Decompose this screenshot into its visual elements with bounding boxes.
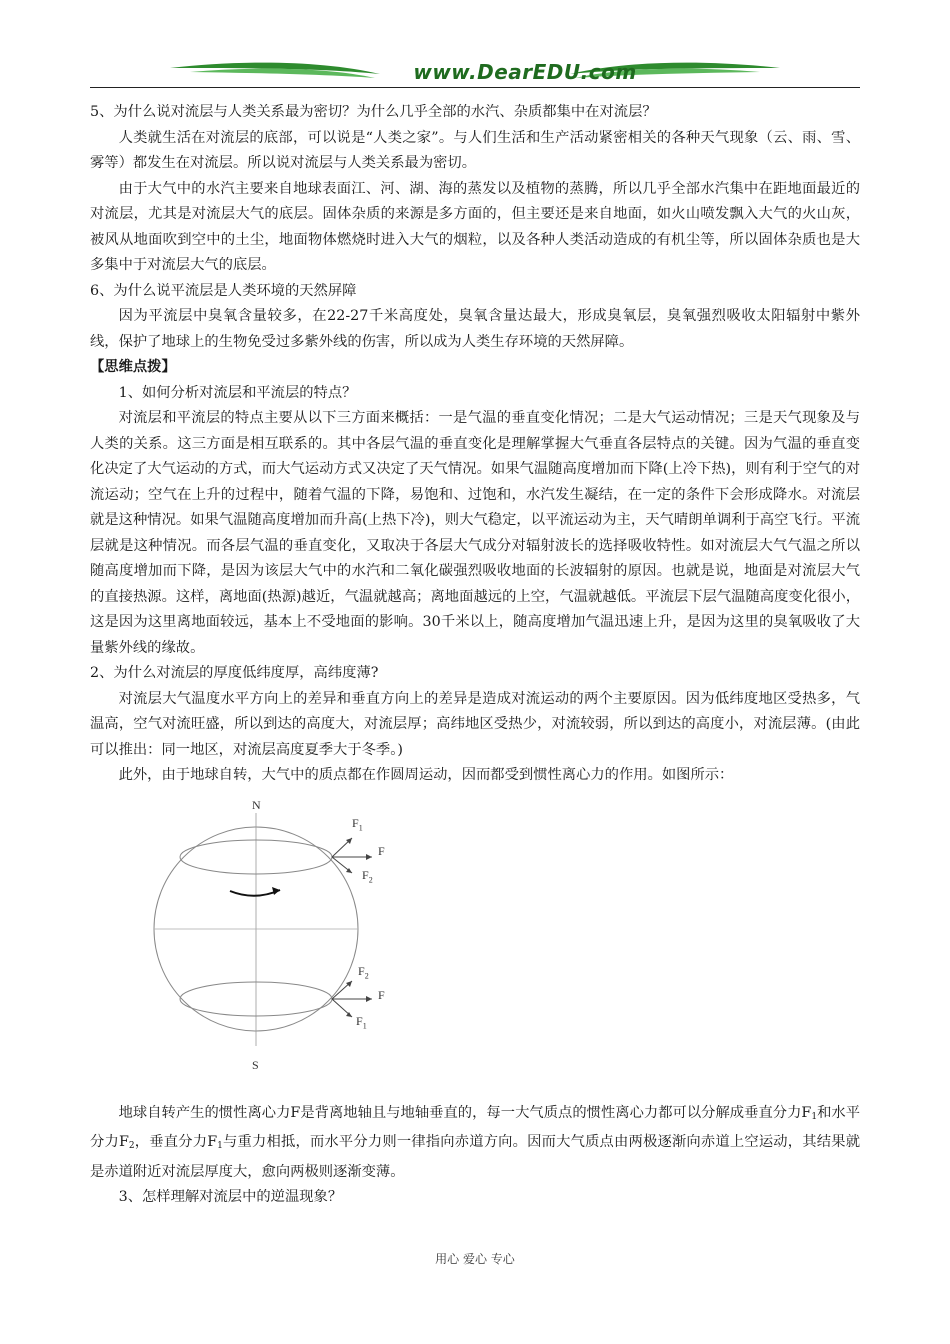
site-logo[interactable]: www.DearEDU.com xyxy=(413,60,637,84)
subquestion-2: 2、为什么对流层的厚度低纬度厚，高纬度薄? xyxy=(90,665,379,681)
subquestion-1: 1、如何分析对流层和平流层的特点？ xyxy=(118,384,357,401)
header-divider xyxy=(90,87,860,88)
page-header xyxy=(90,56,860,92)
earth-rotation-figure xyxy=(90,791,860,1091)
figure-explanation: 地球自转产生的惯性离心力F是背离地轴且与地轴垂直的，每一大气质点的惯性离心力都可以分解成垂直分力$F_1$和水平分力$F_2$，垂直分力$F_1$与重力相抵，而水平分力则一律指向赤道方向。因而大气质点由两极逐渐向赤道上空运动，其结果就是赤道附近对流层厚度大，愈向两极则逐渐变薄。 xyxy=(90,1104,861,1180)
document-body xyxy=(90,100,860,1211)
bottom-f-label: F xyxy=(378,987,385,1002)
answer-6-para-1: 因为平流层中臭氧含量较多，在22-27千米高度处，臭氧含量达最大，形成臭氧层，臭氧强烈吸收太阳辐射中紫外线，保护了地球上的生物免受过多紫外线的伤害，所以成为人类生存环境的天然屏障。 xyxy=(90,308,860,350)
bottom-f2-label: $F_2$ xyxy=(358,963,369,980)
north-label: N xyxy=(252,797,261,812)
answer-5-para-1: 人类就生活在对流层的底部，可以说是“人类之家”。与人们生活和生产活动紧密相关的各种天气现象（云、雨、雪、雾等）都发生在对流层。所以说对流层与人类关系最为密切。 xyxy=(90,129,860,171)
top-f1-label: $F_1$ xyxy=(352,815,363,832)
page-footer: 用心 爱心 专心 xyxy=(435,1252,515,1266)
question-5: 5、为什么说对流层与人类关系最为密切？为什么几乎全部的水汽、杂质都集中在对流层？ xyxy=(90,104,657,120)
question-6: 6、为什么说平流层是人类环境的天然屏障 xyxy=(90,282,357,299)
top-f2-label: $F_2$ xyxy=(362,867,373,884)
earth-globe-diagram xyxy=(90,791,860,1091)
answer-5-para-2: 由于大气中的水汽主要来自地球表面江、河、湖、海的蒸发以及植物的蒸腾，所以几乎全部水汽集中在距地面最近的对流层，尤其是对流层大气的底层。固体杂质的来源是多方面的，但主要还是来自地面，如火山喷发飘入大气的火山灰，被风从地面吹到空中的土尘，地面物体燃烧时进入大气的烟粒，以及各种人类活动造成的有机尘等，所以固体杂质也是大多集中于对流层大气的底层。 xyxy=(90,180,860,273)
top-f-label: F xyxy=(378,843,385,858)
subanswer-2-para-2: 此外，由于地球自转，大气中的质点都在作圆周运动，因而都受到惯性离心力的作用。如图所示： xyxy=(118,767,734,783)
bottom-f1-label: $F_1$ xyxy=(356,1013,367,1030)
subquestion-3: 3、怎样理解对流层中的逆温现象？ xyxy=(118,1189,343,1205)
section-title: 【思维点拨】 xyxy=(90,359,176,375)
south-label: S xyxy=(252,1057,259,1072)
subanswer-1: 对流层和平流层的特点主要从以下三方面来概括：一是气温的垂直变化情况；二是大气运动情况；三是天气现象及与人类的关系。这三方面是相互联系的。其中各层气温的垂直变化是理解掌握大气垂直各层特点的关键。因为气温的垂直变化决定了大气运动的方式，而大气运动方式又决定了天气情况。如果气温随高度增加而下降(上冷下热)，则有利于空气的对流运动；空气在上升的过程中，随着气温的下降，易饱和、过饱和，水汽发生凝结，在一定的条件下会形成降水。对流层就是这种情况。如果气温随高度增加而升高(上热下冷)，则大气稳定，以平流运动为主，天气晴朗单调利于高空飞行。平流层就是这种情况。而各层气温的垂直变化，又取决于各层大气成分对辐射波长的选择吸收特性。如对流层大气气温之所以随高度增加而下降，是因为该层大气中的水汽和二氧化碳强烈吸收地面的长波辐射的原因。也就是说，地面是对流层大气的直接热源。这样，离地面(热源)越近，气温就越高；离地面越远的上空，气温就越低。平流层下层气温随高度变化很小，这是因为这里离地面较远，基本上不受地面的影响。30千米以上，随高度增加气温迅速上升，是因为这里的臭氧吸收了大量紫外线的缘故。 xyxy=(90,410,860,656)
subanswer-2-para-1: 对流层大气温度水平方向上的差异和垂直方向上的差异是造成对流运动的两个主要原因。因为低纬度地区受热多，气温高，空气对流旺盛，所以到达的高度大，对流层厚；高纬地区受热少，对流较弱，所以到达的高度小，对流层薄。(由此可以推出：同一地区，对流层高度夏季大于冬季。) xyxy=(90,690,860,758)
